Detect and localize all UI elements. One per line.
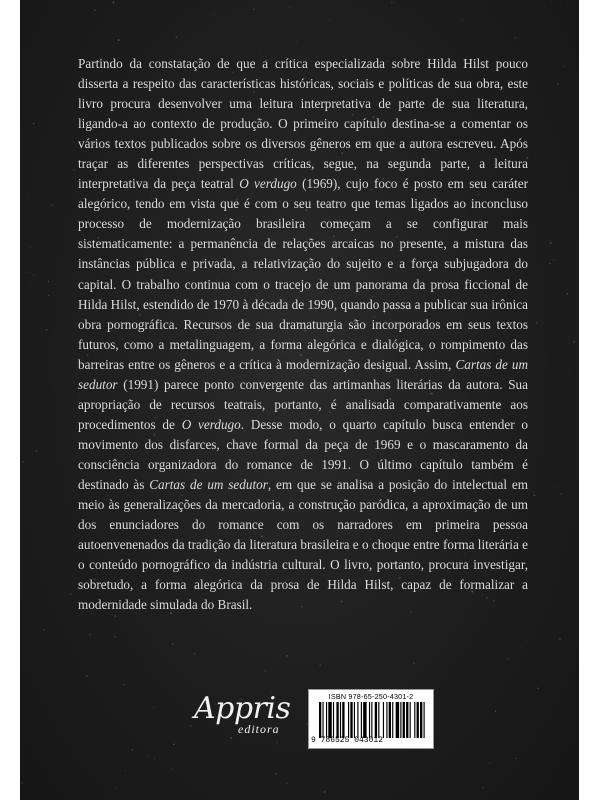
grain-speck — [147, 755, 148, 756]
grain-speck — [115, 788, 116, 789]
grain-speck — [391, 2, 392, 3]
grain-speck — [275, 773, 277, 775]
publisher-subtitle: editora — [238, 722, 280, 736]
grain-speck — [563, 66, 565, 68]
barcode-bar — [403, 702, 405, 738]
barcode-bars — [319, 702, 427, 738]
grain-speck — [551, 605, 552, 606]
grain-speck — [48, 281, 49, 282]
grain-speck — [118, 39, 120, 41]
grain-speck — [172, 643, 174, 645]
back-cover — [20, 0, 579, 800]
grain-speck — [557, 487, 558, 488]
grain-speck — [113, 2, 115, 4]
grain-speck — [27, 196, 28, 197]
barcode-bar — [396, 702, 399, 738]
blurb-segment: (1969), cujo foco é posto em seu caráter alegórico, tendo em vista que é com o seu teatro que temas ligados ao inconcluso processo de modernização brasileira começam a se configurar mais sistematicamente: a permanência de relações arcaicas no presente, a mistura das instâncias pública e privada, a relativização do sujeito e a força subjugadora do capital. O trabalho continua com o tracejo de um panorama da prosa ficcional de Hilda Hilst, estendido de 1970 à década de 1990, quando passa a publicar sua irônica obra pornográfica. Recursos de sua dramaturgia são incorporados em seus textos futuros, como a metalinguagem, a forma alegórica e dialógica, o rompimento das barreiras entre os gêneros e a crítica à modernização desigual. Assim, — [78, 176, 529, 372]
grain-speck — [253, 8, 254, 9]
barcode-bar — [326, 702, 327, 738]
grain-speck — [59, 129, 60, 130]
grain-speck — [114, 30, 115, 31]
barcode-bar — [371, 702, 372, 738]
grain-speck — [507, 658, 508, 659]
grain-speck — [573, 341, 575, 343]
grain-speck — [114, 636, 115, 637]
grain-speck — [153, 707, 154, 708]
grain-speck — [482, 787, 484, 789]
grain-speck — [566, 786, 567, 787]
grain-speck — [48, 295, 49, 296]
grain-speck — [124, 684, 125, 685]
publisher-logo — [188, 691, 308, 745]
isbn-label: ISBN 978-65-250-4301-2 — [328, 692, 414, 701]
grain-speck — [550, 1, 551, 2]
barcode-bar — [350, 702, 352, 738]
barcode-bar — [363, 702, 366, 738]
grain-speck — [289, 7, 290, 8]
grain-speck — [553, 259, 554, 260]
grain-speck — [324, 791, 325, 792]
barcode-bar — [386, 702, 387, 738]
isbn-barcode — [308, 689, 434, 749]
grain-speck — [526, 640, 527, 641]
grain-speck — [21, 782, 22, 783]
grain-speck — [560, 493, 561, 494]
barcode-bar — [406, 702, 408, 738]
grain-speck — [175, 36, 177, 38]
grain-speck — [557, 83, 558, 84]
grain-speck — [214, 14, 215, 15]
barcode-bar — [357, 702, 358, 738]
grain-speck — [462, 19, 463, 20]
barcode-bar — [378, 702, 379, 738]
grain-speck — [89, 634, 91, 636]
grain-speck — [173, 743, 175, 745]
grain-speck — [51, 205, 52, 206]
barcode-bar — [392, 702, 393, 738]
barcode-bar — [328, 702, 331, 738]
barcode-bar — [389, 702, 391, 738]
barcode-bar — [375, 702, 377, 738]
grain-speck — [46, 329, 48, 331]
grain-speck — [315, 754, 316, 755]
grain-speck — [413, 11, 414, 12]
grain-speck — [171, 768, 172, 769]
grain-speck — [534, 495, 536, 497]
grain-speck — [515, 758, 516, 759]
grain-speck — [559, 638, 561, 640]
grain-speck — [286, 655, 287, 656]
grain-speck — [169, 765, 170, 766]
grain-speck — [265, 670, 266, 671]
grain-speck — [320, 674, 321, 675]
grain-speck — [31, 272, 32, 273]
barcode-bar — [414, 702, 415, 738]
blurb-title-cartas: Cartas de um sedutor — [78, 356, 528, 392]
blurb-title-cartas: Cartas de um sedutor — [149, 476, 268, 492]
barcode-bar — [342, 702, 344, 738]
grain-speck — [115, 615, 117, 617]
blurb-title-o-verdugo: O verdugo — [181, 416, 241, 432]
grain-speck — [564, 142, 565, 143]
grain-speck — [132, 749, 133, 750]
grain-speck — [495, 25, 496, 26]
barcode-bar — [322, 702, 323, 738]
grain-speck — [379, 751, 380, 752]
grain-speck — [319, 664, 321, 666]
grain-speck — [26, 271, 28, 273]
blurb-segment: (1991) parece ponto convergente das artimanhas literárias da autora. Sua apropriação de recursos teatrais, portanto, é analisada comparativamente aos procedimentos de — [78, 376, 528, 432]
grain-speck — [36, 450, 38, 452]
grain-speck — [568, 369, 569, 370]
blurb-title-o-verdugo: O verdugo — [239, 176, 297, 192]
grain-speck — [43, 629, 45, 631]
blurb-text — [78, 54, 528, 615]
grain-speck — [94, 9, 96, 11]
grain-speck — [550, 242, 552, 244]
barcode-bar — [417, 702, 419, 738]
barcode-bar — [361, 702, 362, 738]
barcode-bar — [319, 702, 321, 738]
grain-speck — [55, 284, 56, 285]
grain-speck — [286, 783, 288, 785]
grain-speck — [537, 687, 539, 689]
blurb-segment: Partindo da constatação de que a crítica especializada sobre Hilda Hilst pouco disserta a respeito das características históricas, sociais e políticas de sua obra, este livro procura desenvolver uma leitura interpretativa de parte de sua literatura, ligando-a ao contexto de produção. O primeiro capítulo destina-se a comentar os vários textos publicados sobre os diversos gêneros em que a autora escreveu. Após traçar as diferentes perspectivas críticas, segue, na segunda parte, a leitura interpretativa da peça teatral — [78, 56, 528, 192]
grain-speck — [204, 22, 205, 23]
grain-speck — [413, 662, 415, 664]
grain-speck — [33, 123, 35, 125]
blurb-segment: . Desse modo, o quarto capítulo busca entender o movimento dos disfarces, chave formal da peça de 1969 e o mascaramento da consciência organizadora do romance de 1991. O último capítulo também é destinado às — [78, 416, 529, 492]
grain-speck — [65, 115, 66, 116]
barcode-bar — [333, 702, 334, 738]
barcode-bar — [369, 702, 370, 738]
grain-speck — [561, 714, 562, 715]
grain-speck — [86, 675, 88, 677]
grain-speck — [556, 411, 557, 412]
grain-speck — [22, 461, 24, 463]
grain-speck — [549, 263, 551, 265]
grain-speck — [184, 799, 185, 800]
grain-speck — [194, 653, 195, 654]
grain-speck — [566, 293, 568, 295]
barcode-bar — [424, 702, 425, 738]
barcode-bar — [348, 702, 349, 738]
grain-speck — [63, 705, 64, 706]
grain-speck — [59, 177, 60, 178]
ean-digits: 9 786525 043012 — [311, 736, 384, 745]
grain-speck — [125, 770, 126, 771]
grain-speck — [154, 759, 155, 760]
grain-speck — [20, 389, 21, 390]
grain-speck — [385, 6, 386, 7]
grain-speck — [62, 87, 63, 88]
grain-speck — [394, 2, 395, 3]
grain-speck — [536, 322, 538, 324]
blurb-segment: , em que se analisa a posição do intelectual em meio às generalizações da mercadoria, a construção paródica, a aproximação de um dos enunciadores do romance com os narradores em primeira pessoa autoenvenenados da tradição da literatura brasileira e o choque entre forma literária e o conteúdo pornográfico da indústria cultural. O livro, portanto, procura investigar, sobretudo, a forma alegórica da prosa de Hilda Hilst, capaz de formalizar a modernidade simulada do Brasil. — [78, 476, 529, 613]
grain-speck — [495, 710, 497, 712]
publisher-name: Appris — [194, 691, 291, 726]
grain-speck — [567, 4, 568, 5]
barcode-bar — [354, 702, 355, 738]
barcode-bar — [336, 702, 338, 738]
grain-speck — [329, 19, 330, 20]
grain-speck — [73, 169, 75, 171]
grain-speck — [515, 37, 517, 39]
barcode-bar — [400, 702, 401, 738]
grain-speck — [563, 228, 564, 229]
grain-speck — [489, 763, 490, 764]
grain-speck — [296, 41, 297, 42]
grain-speck — [70, 593, 72, 595]
grain-speck — [33, 275, 34, 276]
barcode-bar — [383, 702, 384, 738]
barcode-bar — [420, 702, 422, 738]
barcode-bar — [340, 702, 341, 738]
barcode-bar — [410, 702, 411, 738]
grain-speck — [30, 247, 31, 248]
